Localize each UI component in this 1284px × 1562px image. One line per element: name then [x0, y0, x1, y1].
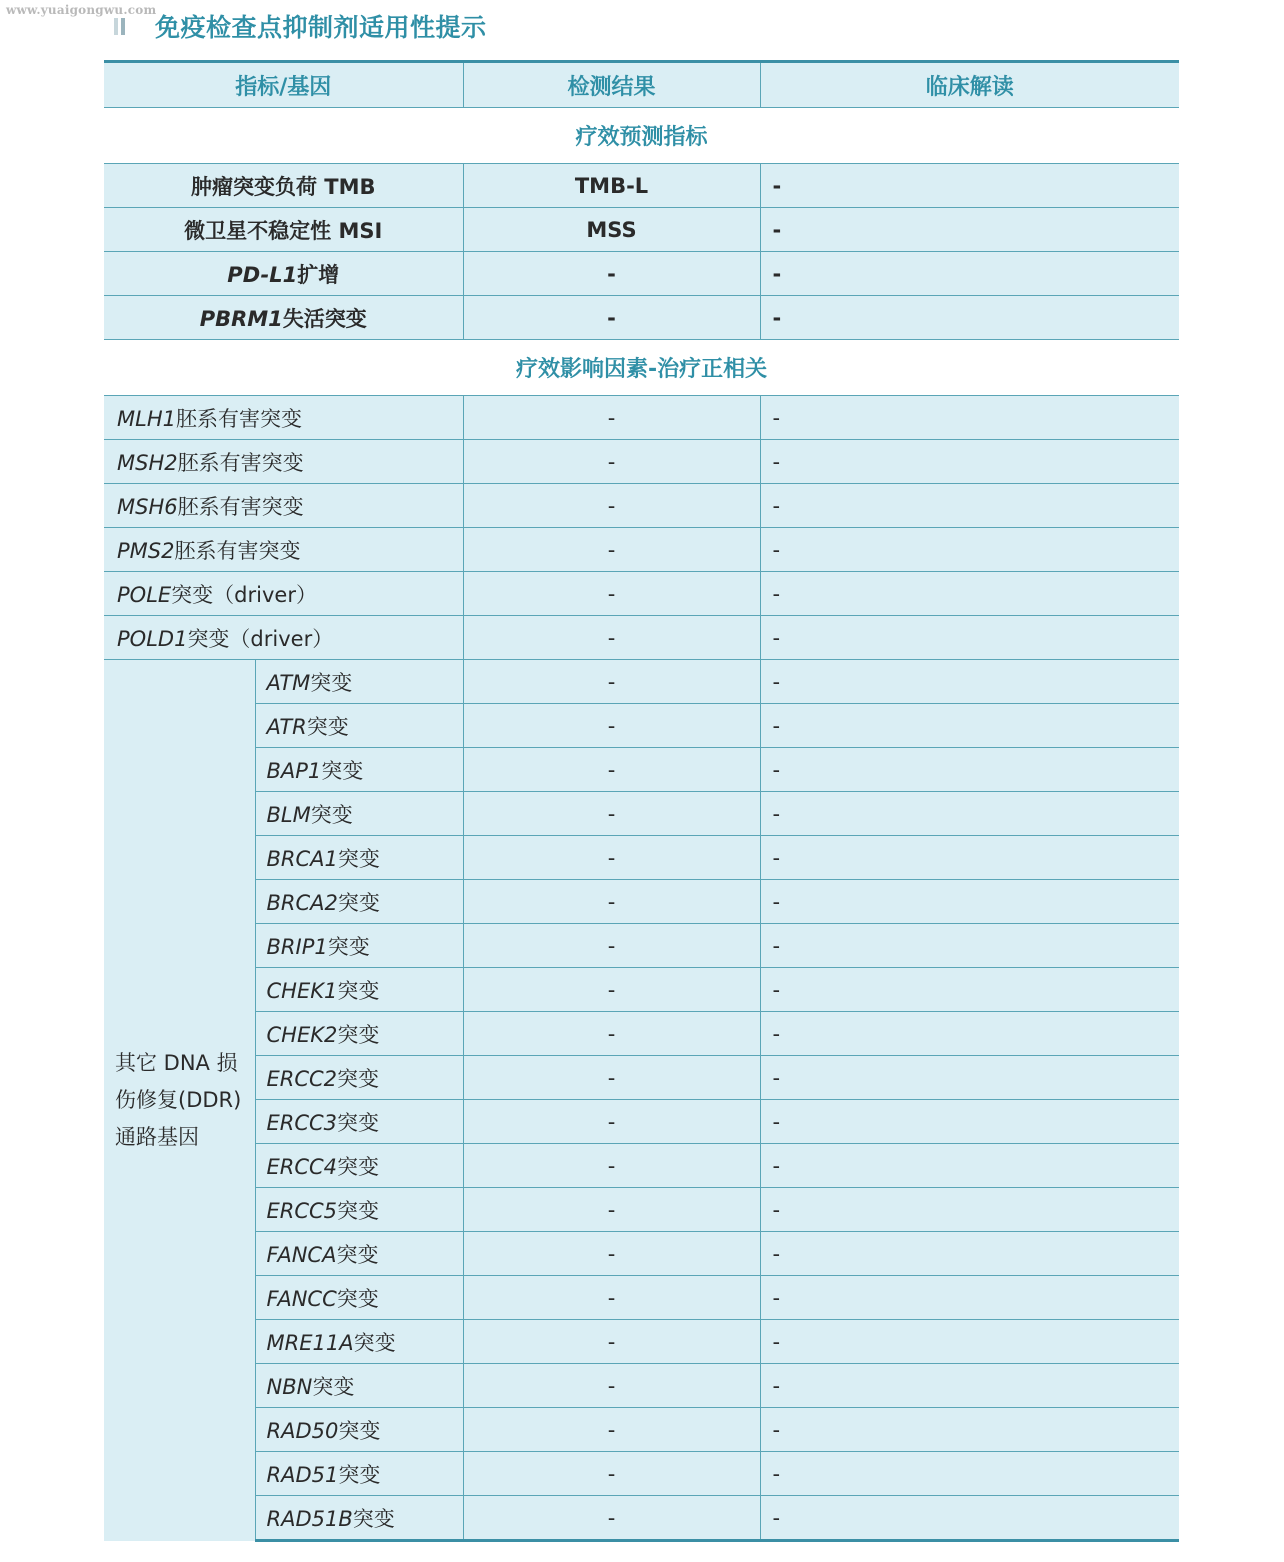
gene-symbol: MSH2	[117, 450, 178, 475]
gene-symbol: BAP1	[266, 758, 322, 783]
gene-symbol: ERCC2	[266, 1066, 338, 1091]
table-row	[104, 660, 1179, 704]
gene-symbol: FANCC	[266, 1286, 337, 1311]
indicator-cell	[255, 1276, 463, 1320]
gene-alteration: 胚系有害突变	[175, 406, 302, 431]
result-cell: -	[463, 880, 760, 924]
interpretation-cell: -	[760, 1144, 1179, 1188]
result-cell: -	[463, 1056, 760, 1100]
indicator-cell	[104, 164, 463, 208]
interpretation-cell: -	[760, 1276, 1179, 1320]
category-positive-label: 疗效影响因素-治疗正相关	[104, 340, 1179, 396]
table-row	[104, 1408, 1179, 1452]
gene-symbol: MRE11A	[266, 1330, 354, 1355]
indicator-cell	[104, 528, 463, 572]
gene-alteration: 突变	[353, 1330, 396, 1355]
indicator-cell	[255, 1320, 463, 1364]
result-cell: -	[463, 1188, 760, 1232]
gene-alteration: 突变	[337, 1022, 380, 1047]
table-row	[104, 208, 1179, 252]
gene-alteration: 突变	[310, 670, 353, 695]
interpretation-cell: -	[760, 164, 1179, 208]
gene-alteration: 突变	[337, 1198, 380, 1223]
result-cell: -	[463, 1012, 760, 1056]
gene-symbol: PD-L1	[227, 262, 298, 287]
gene-alteration: 突变	[337, 846, 380, 871]
table-row	[104, 1100, 1179, 1144]
table-row	[104, 748, 1179, 792]
interpretation-cell: -	[760, 208, 1179, 252]
result-cell: -	[463, 572, 760, 616]
header-indicator: 指标/基因	[104, 62, 463, 108]
interpretation-cell: -	[760, 836, 1179, 880]
gene-alteration: 突变	[337, 890, 380, 915]
result-cell: MSS	[463, 208, 760, 252]
interpretation-cell: -	[760, 572, 1179, 616]
section-title: 免疫检查点抑制剂适用性提示	[155, 13, 487, 42]
gene-alteration: 突变	[321, 758, 364, 783]
result-cell: -	[463, 1364, 760, 1408]
table-row	[104, 1276, 1179, 1320]
table-row	[104, 836, 1179, 880]
gene-symbol: ATR	[266, 714, 307, 739]
table-row	[104, 968, 1179, 1012]
table-row	[104, 164, 1179, 208]
section-marker-icon	[114, 18, 125, 35]
gene-alteration: 失活突变	[282, 306, 367, 331]
table-row	[104, 616, 1179, 660]
result-cell: -	[463, 1452, 760, 1496]
interpretation-cell: -	[760, 792, 1179, 836]
interpretation-cell: -	[760, 1320, 1179, 1364]
gene-symbol: FANCA	[266, 1242, 337, 1267]
indicator-cell	[255, 836, 463, 880]
table-row	[104, 1188, 1179, 1232]
result-cell: -	[463, 968, 760, 1012]
gene-symbol: MLH1	[117, 406, 176, 431]
table-row	[104, 1364, 1179, 1408]
result-cell: -	[463, 792, 760, 836]
result-cell: -	[463, 1100, 760, 1144]
gene-alteration: 突变	[352, 1506, 395, 1531]
gene-symbol: POLE	[117, 582, 172, 607]
gene-alteration: 突变（driver）	[187, 626, 334, 651]
table-row	[104, 880, 1179, 924]
table-row	[104, 296, 1179, 340]
indicator-cell	[104, 572, 463, 616]
gene-symbol: BLM	[266, 802, 311, 827]
indicator-cell	[104, 396, 463, 440]
table-row	[104, 1452, 1179, 1496]
interpretation-cell: -	[760, 616, 1179, 660]
ddr-group-label-line: 其它 DNA 损	[115, 1050, 238, 1075]
interpretation-cell: -	[760, 968, 1179, 1012]
indicator-cell	[104, 208, 463, 252]
indicator-cell	[255, 1188, 463, 1232]
interpretation-cell: -	[760, 296, 1179, 340]
result-cell: -	[463, 1320, 760, 1364]
result-cell: -	[463, 296, 760, 340]
interpretation-cell: -	[760, 1188, 1179, 1232]
result-cell: -	[463, 1408, 760, 1452]
gene-alteration: 胚系有害突变	[177, 450, 304, 475]
result-cell: -	[463, 616, 760, 660]
gene-symbol: NBN	[266, 1374, 313, 1399]
ici-suitability-table	[104, 60, 1179, 1542]
ddr-group-label-line: 伤修复(DDR)	[115, 1087, 242, 1112]
table-row	[104, 572, 1179, 616]
interpretation-cell: -	[760, 924, 1179, 968]
interpretation-cell: -	[760, 1012, 1179, 1056]
interpretation-cell: -	[760, 748, 1179, 792]
indicator-cell	[255, 660, 463, 704]
indicator-cell	[255, 1496, 463, 1541]
gene-symbol: RAD51B	[266, 1506, 353, 1531]
table-row	[104, 396, 1179, 440]
gene-alteration: 突变	[337, 1110, 380, 1135]
interpretation-cell: -	[760, 440, 1179, 484]
interpretation-cell: -	[760, 704, 1179, 748]
gene-symbol: POLD1	[117, 626, 188, 651]
gene-symbol: RAD50	[266, 1418, 339, 1443]
gene-symbol: PBRM1	[199, 306, 283, 331]
indicator-cell	[255, 748, 463, 792]
result-cell: -	[463, 252, 760, 296]
table-row	[104, 1232, 1179, 1276]
gene-alteration: 突变	[338, 1462, 381, 1487]
interpretation-cell: -	[760, 1232, 1179, 1276]
indicator-cell	[255, 704, 463, 748]
interpretation-cell: -	[760, 1452, 1179, 1496]
gene-symbol: BRCA1	[266, 846, 338, 871]
gene-alteration: 胚系有害突变	[177, 494, 304, 519]
gene-symbol: ERCC4	[266, 1154, 338, 1179]
indicator-cell	[255, 1144, 463, 1188]
table-header-row	[104, 62, 1179, 108]
gene-alteration: 突变	[312, 1374, 355, 1399]
section-header	[114, 8, 487, 44]
table-row	[104, 704, 1179, 748]
gene-alteration: 突变	[338, 1418, 381, 1443]
indicator-cell	[255, 924, 463, 968]
indicator-cell	[255, 1232, 463, 1276]
table-row	[104, 440, 1179, 484]
gene-alteration: 微卫星不稳定性 MSI	[184, 218, 383, 243]
table-row	[104, 528, 1179, 572]
result-cell: -	[463, 836, 760, 880]
gene-alteration: 突变（driver）	[171, 582, 317, 607]
gene-symbol: BRIP1	[266, 934, 328, 959]
gene-alteration: 突变	[337, 978, 380, 1003]
result-cell: -	[463, 748, 760, 792]
interpretation-cell: -	[760, 252, 1179, 296]
result-cell: -	[463, 1496, 760, 1541]
table-row	[104, 1144, 1179, 1188]
result-cell: -	[463, 528, 760, 572]
gene-symbol: ERCC5	[266, 1198, 338, 1223]
result-cell: -	[463, 704, 760, 748]
table-row	[104, 924, 1179, 968]
gene-alteration: 突变	[327, 934, 370, 959]
gene-alteration: 突变	[310, 802, 353, 827]
interpretation-cell: -	[760, 1364, 1179, 1408]
result-cell: -	[463, 440, 760, 484]
gene-symbol: CHEK1	[266, 978, 338, 1003]
gene-symbol: ERCC3	[266, 1110, 338, 1135]
gene-alteration: 胚系有害突变	[174, 538, 301, 563]
interpretation-cell: -	[760, 528, 1179, 572]
gene-alteration: 突变	[337, 1066, 380, 1091]
category-row-positive	[104, 340, 1179, 396]
indicator-cell	[104, 616, 463, 660]
gene-symbol: RAD51	[266, 1462, 339, 1487]
indicator-cell	[255, 968, 463, 1012]
header-result: 检测结果	[463, 62, 760, 108]
indicator-cell	[255, 880, 463, 924]
gene-symbol: ATM	[266, 670, 311, 695]
table-row	[104, 792, 1179, 836]
interpretation-cell: -	[760, 1100, 1179, 1144]
gene-alteration: 扩增	[297, 262, 340, 287]
gene-symbol: BRCA2	[266, 890, 338, 915]
indicator-cell	[255, 1364, 463, 1408]
interpretation-cell: -	[760, 1056, 1179, 1100]
indicator-cell	[104, 296, 463, 340]
result-cell: -	[463, 1232, 760, 1276]
interpretation-cell: -	[760, 1496, 1179, 1541]
gene-alteration: 突变	[337, 1154, 380, 1179]
indicator-cell	[255, 1408, 463, 1452]
gene-symbol: MSH6	[117, 494, 178, 519]
table-row	[104, 1056, 1179, 1100]
interpretation-cell: -	[760, 660, 1179, 704]
table-row	[104, 1320, 1179, 1364]
table-row	[104, 1012, 1179, 1056]
result-cell: -	[463, 1276, 760, 1320]
interpretation-cell: -	[760, 484, 1179, 528]
indicator-cell	[255, 1056, 463, 1100]
gene-symbol: CHEK2	[266, 1022, 338, 1047]
gene-alteration: 突变	[306, 714, 349, 739]
header-interpretation: 临床解读	[760, 62, 1179, 108]
result-cell: -	[463, 924, 760, 968]
result-cell: -	[463, 660, 760, 704]
interpretation-cell: -	[760, 1408, 1179, 1452]
result-cell: -	[463, 1144, 760, 1188]
gene-alteration: 肿瘤突变负荷 TMB	[190, 174, 376, 199]
gene-alteration: 突变	[336, 1286, 379, 1311]
indicator-cell	[104, 440, 463, 484]
interpretation-cell: -	[760, 396, 1179, 440]
indicator-cell	[104, 484, 463, 528]
watermark-text: www.yuaigongwu.com	[6, 3, 157, 17]
result-cell: -	[463, 396, 760, 440]
indicator-cell	[104, 252, 463, 296]
table-row	[104, 252, 1179, 296]
indicator-cell	[255, 1100, 463, 1144]
table-row	[104, 484, 1179, 528]
gene-alteration: 突变	[336, 1242, 379, 1267]
indicator-cell	[255, 1452, 463, 1496]
indicator-cell	[255, 792, 463, 836]
ddr-group-label-line: 通路基因	[115, 1124, 199, 1149]
result-cell: -	[463, 484, 760, 528]
gene-symbol: PMS2	[117, 538, 175, 563]
indicator-cell	[255, 1012, 463, 1056]
interpretation-cell: -	[760, 880, 1179, 924]
result-cell: TMB-L	[463, 164, 760, 208]
table-row	[104, 1496, 1179, 1541]
category-row-predictive	[104, 108, 1179, 164]
ddr-group-cell	[104, 660, 255, 1541]
category-predictive-label: 疗效预测指标	[104, 108, 1179, 164]
